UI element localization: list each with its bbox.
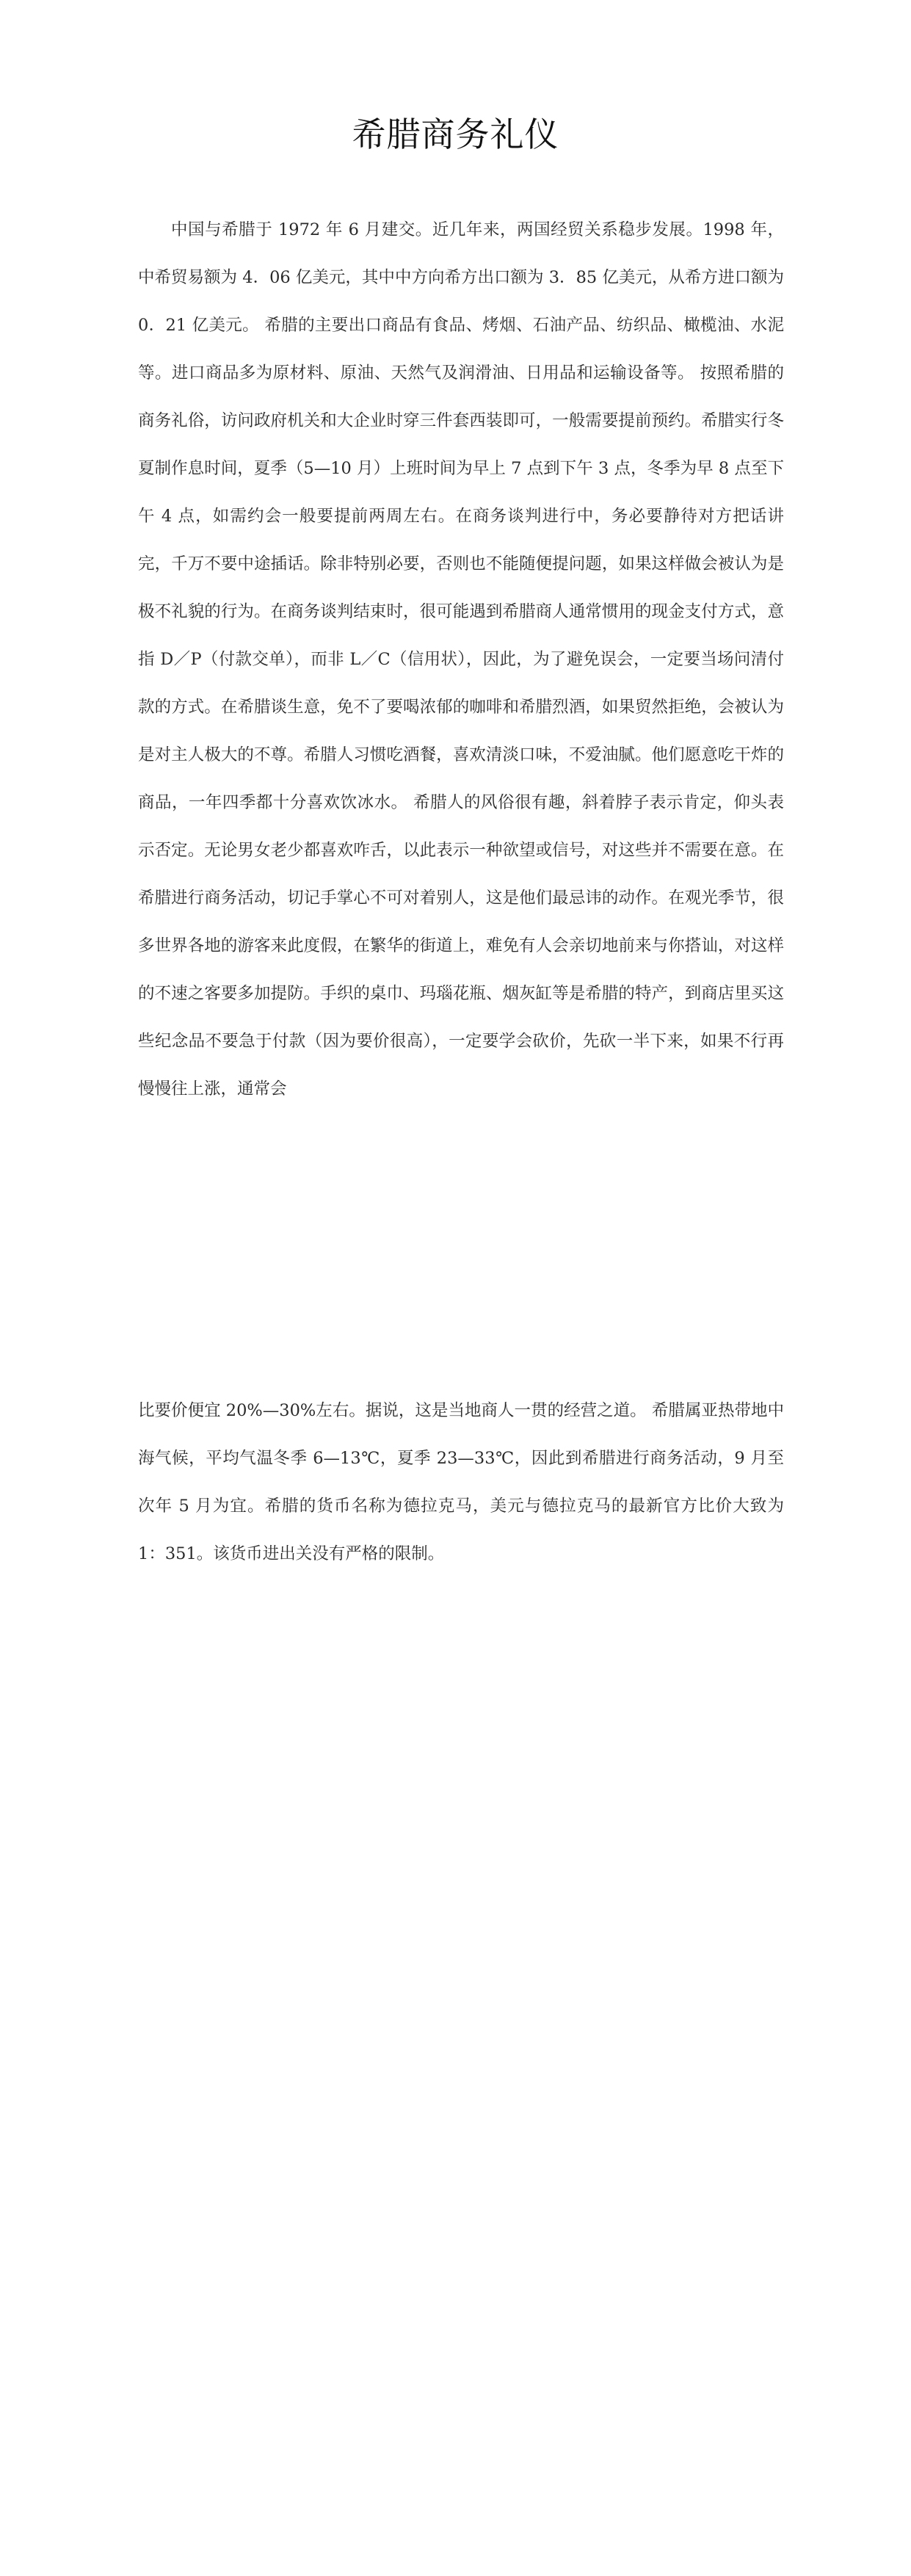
- body-paragraph-2: 比要价便宜 20%—30%左右。据说，这是当地商人一贯的经营之道。 希腊属亚热带地中海气候，平均气温冬季 6—13℃，夏季 23—33℃，因此到希腊进行商务活动，9 月至次年 5 月为宜。希腊的货币名称为德拉克马，美元与德拉克马的最新官方比价大致为 1：351。该货币进出关没有严格的限制。: [138, 1401, 784, 1563]
- document-title: 希腊商务礼仪: [352, 115, 559, 154]
- body-paragraph-1: 中国与希腊于 1972 年 6 月建交。近几年来，两国经贸关系稳步发展。1998 年，中希贸易额为 4．06 亿美元，其中中方向希方出口额为 3．85 亿美元，从希方进口额为 0．21 亿美元。 希腊的主要出口商品有食品、烤烟、石油产品、纺织品、橄榄油、水泥等。进口商品多为原材料、原油、天然气及润滑油、日用品和运输设备等。 按照希腊的商务礼俗，访问政府机关和大企业时穿三件套西装即可，一般需要提前预约。希腊实行冬夏制作息时间，夏季（5—10 月）上班时间为早上 7 点到下午 3 点，冬季为早 8 点至下午 4 点，如需约会一般要提前两周左右。在商务谈判进行中，务必要静待对方把话讲完，千万不要中途插话。除非特别必要，否则也不能随便提问题，如果这样做会被认为是极不礼貌的行为。在商务谈判结束时，很可能遇到希腊商人通常惯用的现金支付方式，意指 D／P（付款交单），而非 L／C（信用状），因此，为了避免误会，一定要当场问清付款的方式。在希腊谈生意，免不了要喝浓郁的咖啡和希腊烈酒，如果贸然拒绝，会被认为是对主人极大的不尊。希腊人习惯吃酒餐，喜欢清淡口味，不爱油腻。他们愿意吃干炸的商品，一年四季都十分喜欢饮冰水。 希腊人的风俗很有趣，斜着脖子表示肯定，仰头表示否定。无论男女老少都喜欢咋舌，以此表示一种欲望或信号，对这些并不需要在意。在希腊进行商务活动，切记手掌心不可对着别人，这是他们最忌讳的动作。在观光季节，很多世界各地的游客来此度假，在繁华的街道上，难免有人会亲切地前来与你搭讪，对这样的不速之客要多加提防。手织的桌巾、玛瑙花瓶、烟灰缸等是希腊的特产，到商店里买这些纪念品不要急于付款（因为要价很高），一定要学会砍价，先砍一半下来，如果不行再慢慢往上涨，通常会: [138, 220, 784, 1099]
